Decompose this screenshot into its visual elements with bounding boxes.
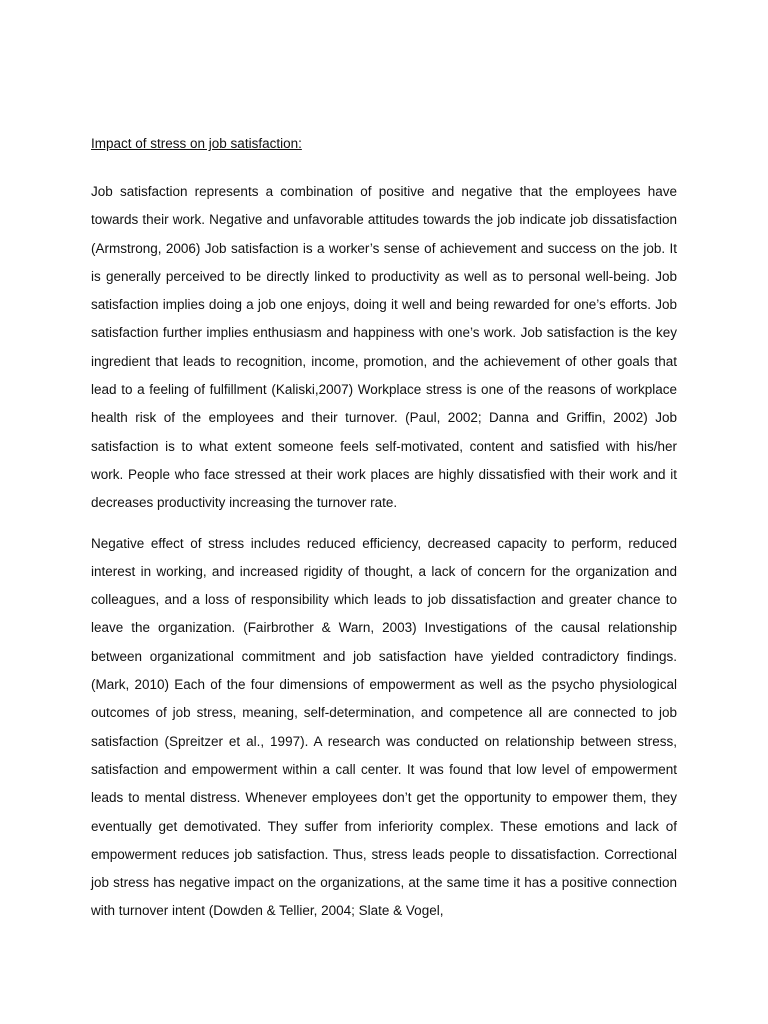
paragraph-2: Negative effect of stress includes reduced efficiency, decreased capacity to perform, reduced interest in working, and increased rigidity of thought, a lack of concern for the organization and colleagues, and a loss of responsibility which leads to job dissatisfaction and greater chance to leave the organization. (Fairbrother & Warn, 2003) Investigations of the causal relationship between organizational commitment and job satisfaction have yielded contradictory findings. (Mark, 2010) Each of the four dimensions of empowerment as well as the psycho physiological outcomes of job stress, meaning, self-determination, and competence all are connected to job satisfaction (Spreitzer et al., 1997). A research was conducted on relationship between stress, satisfaction and empowerment within a call center. It was found that low level of empowerment leads to mental distress. Whenever employees don’t get the opportunity to empower them, they eventually get demotivated. They suffer from inferiority complex. These emotions and lack of empowerment reduces job satisfaction. Thus, stress leads people to dissatisfaction. Correctional job stress has negative impact on the organizations, at the same time it has a positive connection with turnover intent (Dowden & Tellier, 2004; Slate & Vogel,	[91, 535, 677, 919]
section-heading: Impact of stress on job satisfaction:	[91, 136, 302, 151]
paragraph-1: Job satisfaction represents a combination of positive and negative that the employees have towards their work. Negative and unfavorable attitudes towards the job indicate job dissatisfaction (Armstrong, 2006) Job satisfaction is a worker’s sense of achievement and success on the job. It is generally perceived to be directly linked to productivity as well as to personal well-being. Job satisfaction implies doing a job one enjoys, doing it well and being rewarded for one’s efforts. Job satisfaction further implies enthusiasm and happiness with one’s work. Job satisfaction is the key ingredient that leads to recognition, income, promotion, and the achievement of other goals that lead to a feeling of fulfillment (Kaliski,2007) Workplace stress is one of the reasons of workplace health risk of the employees and their turnover. (Paul, 2002; Danna and Griffin, 2002) Job satisfaction is to what extent someone feels self-motivated, content and satisfied with his/her work. People who face stressed at their work places are highly dissatisfied with their work and it decreases productivity increasing the turnover rate.	[91, 184, 677, 511]
document-body	[91, 134, 677, 938]
